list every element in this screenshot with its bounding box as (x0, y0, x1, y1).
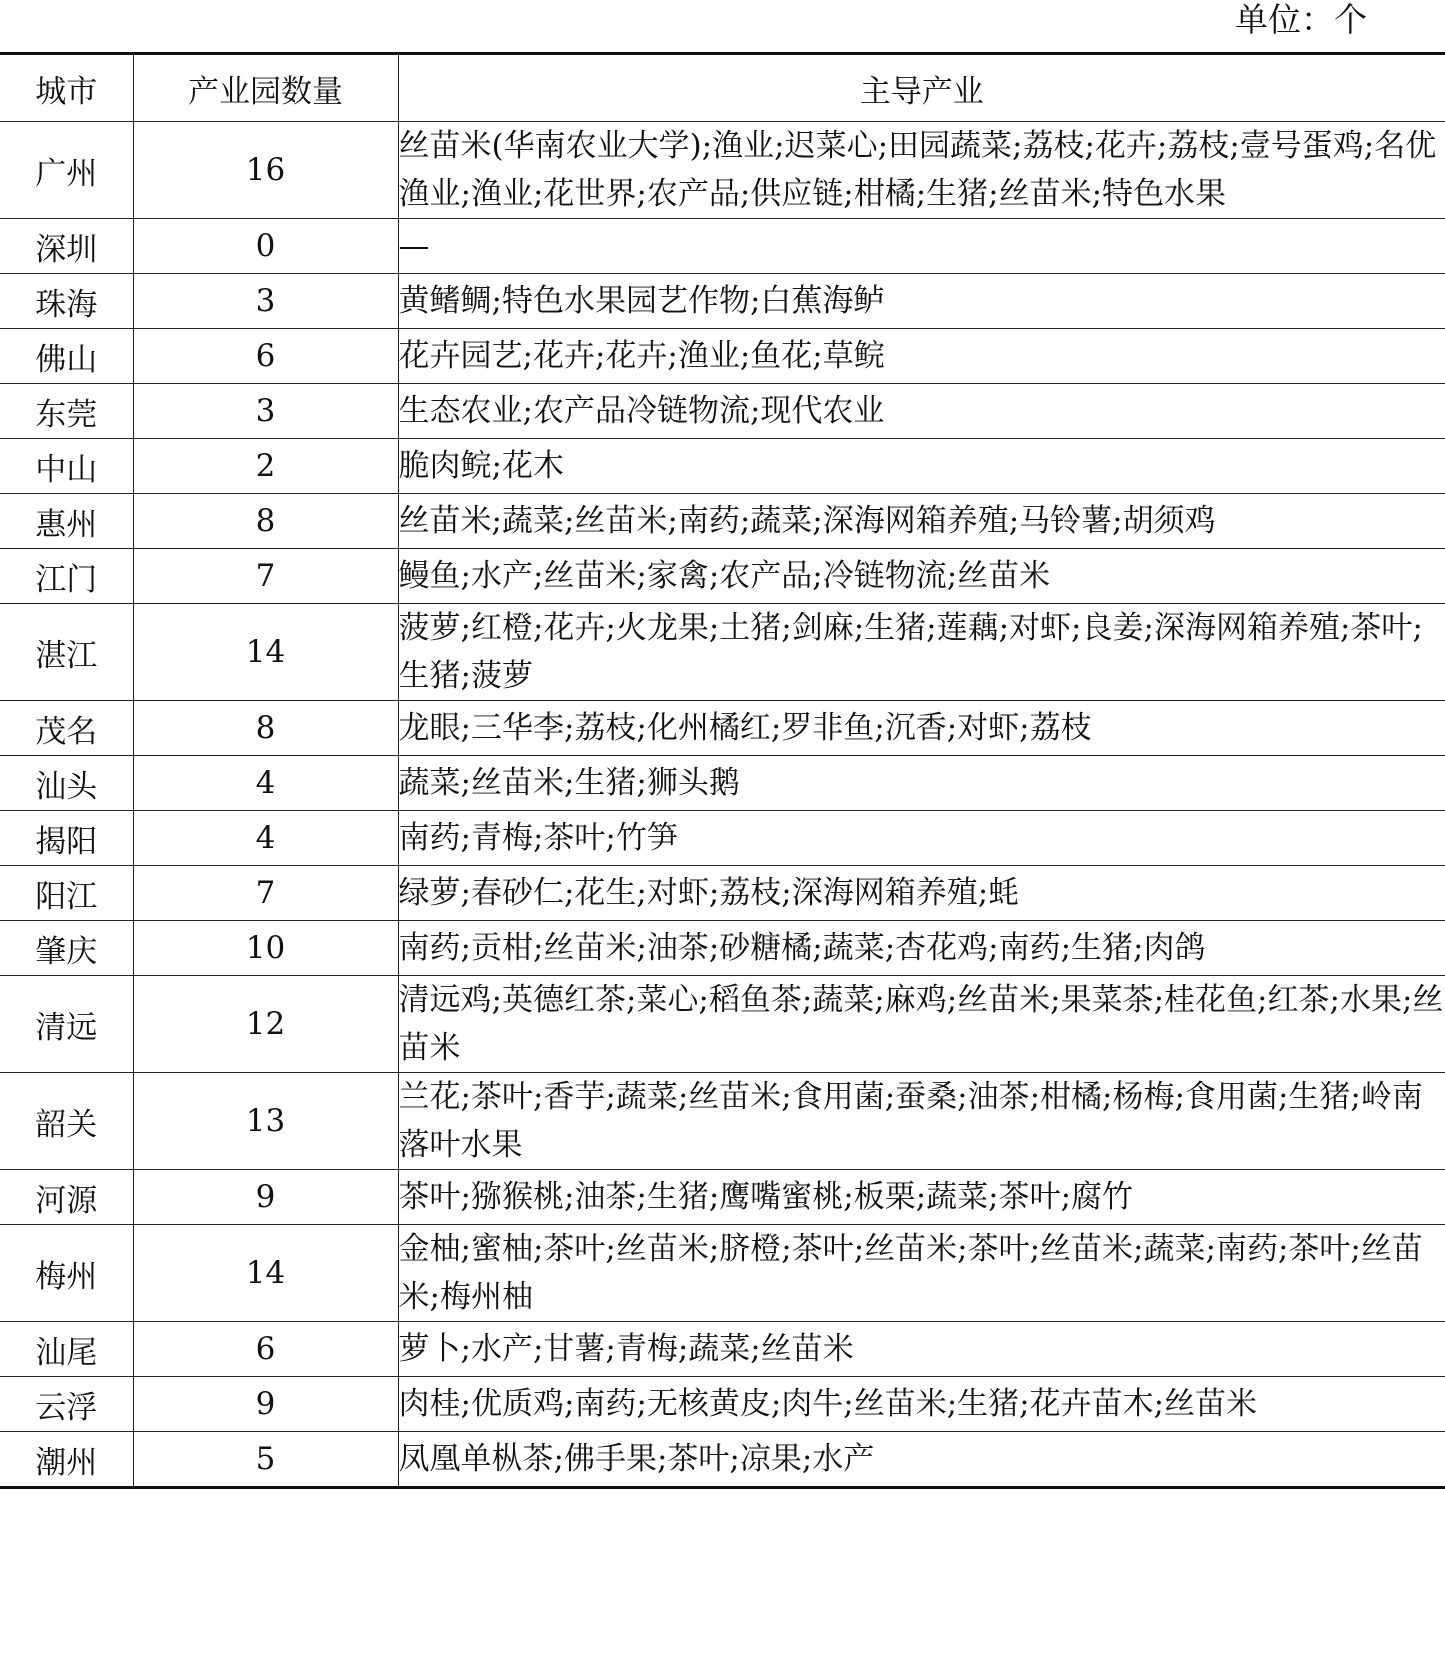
city-cell: 惠州 (0, 494, 133, 549)
header-industry: 主导产业 (398, 54, 1445, 122)
header-row (0, 54, 1445, 122)
count-cell: 12 (133, 976, 398, 1073)
industry-cell: 丝苗米(华南农业大学);渔业;迟菜心;田园蔬菜;荔枝;花卉;荔枝;壹号蛋鸡;名优渔业;渔业;花世界;农产品;供应链;柑橘;生猪;丝苗米;特色水果 (398, 122, 1445, 219)
industrial-park-table (0, 52, 1445, 1489)
count-cell: 3 (133, 274, 398, 329)
industry-cell: 生态农业;农产品冷链物流;现代农业 (398, 384, 1445, 439)
table-row (0, 921, 1445, 976)
table-row (0, 219, 1445, 274)
table-row (0, 604, 1445, 701)
count-cell: 5 (133, 1432, 398, 1488)
table-row (0, 866, 1445, 921)
table-row (0, 756, 1445, 811)
city-cell: 肇庆 (0, 921, 133, 976)
table-row (0, 384, 1445, 439)
count-cell: 3 (133, 384, 398, 439)
count-cell: 10 (133, 921, 398, 976)
industry-cell: 南药;青梅;茶叶;竹笋 (398, 811, 1445, 866)
city-cell: 揭阳 (0, 811, 133, 866)
table-row (0, 439, 1445, 494)
table-row (0, 549, 1445, 604)
city-cell: 云浮 (0, 1377, 133, 1432)
industry-cell: 蔬菜;丝苗米;生猪;狮头鹅 (398, 756, 1445, 811)
count-cell: 6 (133, 329, 398, 384)
industry-cell: 茶叶;猕猴桃;油茶;生猪;鹰嘴蜜桃;板栗;蔬菜;茶叶;腐竹 (398, 1170, 1445, 1225)
city-cell: 茂名 (0, 701, 133, 756)
city-cell: 汕头 (0, 756, 133, 811)
industry-cell: 清远鸡;英德红茶;菜心;稻鱼茶;蔬菜;麻鸡;丝苗米;果菜茶;桂花鱼;红茶;水果;丝苗米 (398, 976, 1445, 1073)
table-row (0, 1170, 1445, 1225)
table-row (0, 122, 1445, 219)
city-cell: 佛山 (0, 329, 133, 384)
count-cell: 0 (133, 219, 398, 274)
count-cell: 7 (133, 549, 398, 604)
industry-cell: 兰花;茶叶;香芋;蔬菜;丝苗米;食用菌;蚕桑;油茶;柑橘;杨梅;食用菌;生猪;岭南落叶水果 (398, 1073, 1445, 1170)
unit-label: 单位：个 (1235, 0, 1367, 39)
city-cell: 深圳 (0, 219, 133, 274)
city-cell: 潮州 (0, 1432, 133, 1488)
industry-cell: 黄鳍鲷;特色水果园艺作物;白蕉海鲈 (398, 274, 1445, 329)
count-cell: 14 (133, 1225, 398, 1322)
city-cell: 阳江 (0, 866, 133, 921)
count-cell: 14 (133, 604, 398, 701)
industry-cell: 菠萝;红橙;花卉;火龙果;土猪;剑麻;生猪;莲藕;对虾;良姜;深海网箱养殖;茶叶;生猪;菠萝 (398, 604, 1445, 701)
city-cell: 中山 (0, 439, 133, 494)
count-cell: 2 (133, 439, 398, 494)
city-cell: 河源 (0, 1170, 133, 1225)
industry-cell: 萝卜;水产;甘薯;青梅;蔬菜;丝苗米 (398, 1322, 1445, 1377)
industry-cell: 鳗鱼;水产;丝苗米;家禽;农产品;冷链物流;丝苗米 (398, 549, 1445, 604)
industry-cell: — (398, 219, 1445, 274)
industry-cell: 南药;贡柑;丝苗米;油茶;砂糖橘;蔬菜;杏花鸡;南药;生猪;肉鸽 (398, 921, 1445, 976)
table-row (0, 976, 1445, 1073)
table-row (0, 494, 1445, 549)
count-cell: 7 (133, 866, 398, 921)
count-cell: 4 (133, 811, 398, 866)
table-row (0, 811, 1445, 866)
table-row (0, 274, 1445, 329)
count-cell: 6 (133, 1322, 398, 1377)
industry-cell: 龙眼;三华李;荔枝;化州橘红;罗非鱼;沉香;对虾;荔枝 (398, 701, 1445, 756)
city-cell: 梅州 (0, 1225, 133, 1322)
table-row (0, 1322, 1445, 1377)
industry-cell: 凤凰单枞茶;佛手果;茶叶;凉果;水产 (398, 1432, 1445, 1488)
count-cell: 16 (133, 122, 398, 219)
city-cell: 珠海 (0, 274, 133, 329)
table-row (0, 1377, 1445, 1432)
table-row (0, 329, 1445, 384)
count-cell: 8 (133, 494, 398, 549)
city-cell: 清远 (0, 976, 133, 1073)
city-cell: 韶关 (0, 1073, 133, 1170)
header-city: 城市 (0, 54, 133, 122)
count-cell: 13 (133, 1073, 398, 1170)
table-row (0, 701, 1445, 756)
table-row (0, 1073, 1445, 1170)
count-cell: 9 (133, 1377, 398, 1432)
industry-cell: 金柚;蜜柚;茶叶;丝苗米;脐橙;茶叶;丝苗米;茶叶;丝苗米;蔬菜;南药;茶叶;丝苗米;梅州柚 (398, 1225, 1445, 1322)
city-cell: 汕尾 (0, 1322, 133, 1377)
count-cell: 8 (133, 701, 398, 756)
industry-cell: 脆肉鲩;花木 (398, 439, 1445, 494)
industry-cell: 绿萝;春砂仁;花生;对虾;荔枝;深海网箱养殖;蚝 (398, 866, 1445, 921)
city-cell: 湛江 (0, 604, 133, 701)
city-cell: 广州 (0, 122, 133, 219)
city-cell: 江门 (0, 549, 133, 604)
table-row (0, 1225, 1445, 1322)
industry-cell: 丝苗米;蔬菜;丝苗米;南药;蔬菜;深海网箱养殖;马铃薯;胡须鸡 (398, 494, 1445, 549)
table-row (0, 1432, 1445, 1488)
count-cell: 4 (133, 756, 398, 811)
city-cell: 东莞 (0, 384, 133, 439)
industry-cell: 肉桂;优质鸡;南药;无核黄皮;肉牛;丝苗米;生猪;花卉苗木;丝苗米 (398, 1377, 1445, 1432)
header-count: 产业园数量 (133, 54, 398, 122)
industry-cell: 花卉园艺;花卉;花卉;渔业;鱼花;草鲩 (398, 329, 1445, 384)
count-cell: 9 (133, 1170, 398, 1225)
